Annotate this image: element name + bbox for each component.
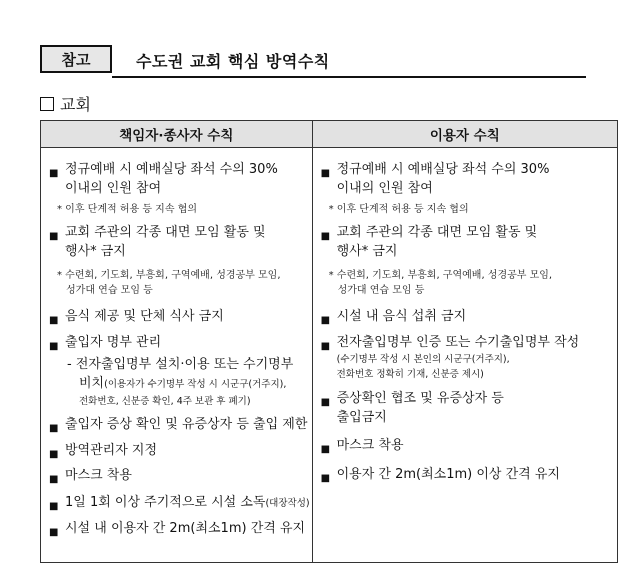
checkbox-icon bbox=[40, 97, 54, 111]
bullet-icon: ■ bbox=[49, 315, 59, 326]
bullet-icon: ■ bbox=[49, 449, 59, 460]
bullet-icon: ■ bbox=[320, 444, 331, 455]
note-text: * 이후 단계적 허용 등 지속 협의 bbox=[328, 204, 469, 215]
list-item bbox=[49, 441, 312, 460]
list-item bbox=[321, 333, 617, 382]
item-text: 정규예배 시 예배실당 좌석 수의 30% bbox=[336, 162, 550, 177]
users-rules-cell bbox=[312, 148, 617, 563]
bullet-icon: ■ bbox=[49, 341, 59, 352]
item-text: 1일 1회 이상 주기적으로 시설 소독 bbox=[65, 495, 266, 510]
managers-rules-cell bbox=[41, 148, 313, 563]
page-title: 수도권 교회 핵심 방역수칙 bbox=[136, 52, 330, 71]
bullet-icon: ■ bbox=[49, 231, 59, 242]
column-header-managers: 책임자·종사자 수칙 bbox=[41, 121, 313, 148]
bullet-icon: ■ bbox=[49, 474, 59, 485]
list-item bbox=[49, 160, 312, 198]
list-item bbox=[49, 466, 312, 485]
bullet-icon: ■ bbox=[49, 501, 59, 512]
bullet-icon: ■ bbox=[320, 168, 331, 179]
item-text: 이내의 인원 참여 bbox=[65, 181, 162, 196]
item-text: 증상확인 협조 및 유증상자 등 bbox=[336, 391, 504, 406]
bullet-icon: ■ bbox=[320, 473, 331, 484]
item-text: 마스크 착용 bbox=[336, 438, 404, 453]
note-line: 성가대 연습 모임 등 bbox=[66, 285, 153, 296]
sub-item-text: - 전자출입명부 설치·이용 또는 수기명부 bbox=[67, 357, 294, 372]
item-text: 행사* 금지 bbox=[336, 244, 398, 259]
item-text: 행사* 금지 bbox=[65, 244, 126, 259]
note-text bbox=[321, 268, 617, 298]
sub-item bbox=[49, 355, 312, 409]
note-line: 성가대 연습 모임 등 bbox=[337, 285, 425, 296]
list-item bbox=[49, 415, 312, 434]
item-text-small: (대장작성) bbox=[265, 498, 310, 509]
section-label: 교회 bbox=[60, 95, 91, 114]
bullet-icon: ■ bbox=[49, 527, 59, 538]
rules-table bbox=[40, 120, 618, 563]
item-text: 전자출입명부 인증 또는 수기출입명부 작성 bbox=[336, 335, 580, 350]
item-text: 정규예배 시 예배실당 좌석 수의 30% bbox=[65, 162, 278, 177]
column-header-users: 이용자 수칙 bbox=[312, 121, 617, 148]
list-item bbox=[49, 333, 312, 352]
item-detail: 전화번호 정확히 기재, 신분증 제시) bbox=[336, 369, 484, 380]
item-text: 마스크 착용 bbox=[65, 468, 132, 483]
list-item bbox=[321, 389, 617, 427]
bullet-icon: ■ bbox=[49, 423, 59, 434]
title-underline bbox=[112, 76, 586, 78]
list-item bbox=[321, 307, 617, 326]
list-item bbox=[321, 465, 617, 484]
list-item bbox=[49, 307, 312, 326]
note-text bbox=[49, 268, 312, 298]
list-item bbox=[49, 519, 312, 538]
bullet-icon: ■ bbox=[320, 397, 331, 408]
sub-item-main: 비치 bbox=[79, 376, 105, 391]
item-text: 음식 제공 및 단체 식사 금지 bbox=[65, 309, 224, 324]
item-text: 출입자 명부 관리 bbox=[65, 335, 162, 350]
item-text: 방역관리자 지정 bbox=[65, 443, 158, 458]
item-text: 교회 주관의 각종 대면 모임 활동 및 bbox=[65, 225, 266, 240]
item-text: 이용자 간 2m(최소1m) 이상 간격 유지 bbox=[336, 467, 560, 482]
note-line: * 수련회, 기도회, 부흥회, 구역예배, 성경공부 모임, bbox=[328, 270, 553, 281]
item-text: 출입자 증상 확인 및 유증상자 등 출입 제한 bbox=[65, 417, 308, 432]
item-text: 이내의 인원 참여 bbox=[336, 181, 433, 196]
item-text: 교회 주관의 각종 대면 모임 활동 및 bbox=[336, 225, 538, 240]
note-line: * 수련회, 기도회, 부흥회, 구역예배, 성경공부 모임, bbox=[57, 270, 281, 281]
item-detail: (수기명부 작성 시 본인의 시군구(거주지), bbox=[336, 354, 510, 365]
bullet-icon: ■ bbox=[49, 168, 59, 179]
list-item bbox=[49, 493, 312, 513]
bullet-icon: ■ bbox=[320, 231, 331, 242]
list-item bbox=[321, 436, 617, 455]
section-heading bbox=[40, 92, 91, 115]
note-text: * 이후 단계적 허용 등 지속 협의 bbox=[57, 204, 197, 215]
sub-item-detail: 전화번호, 신분증 확인, 4주 보관 후 폐기) bbox=[79, 396, 251, 407]
list-item bbox=[321, 223, 617, 261]
sub-item-text bbox=[67, 374, 312, 394]
item-text: 시설 내 음식 섭취 금지 bbox=[336, 309, 467, 324]
reference-tag: 참고 bbox=[40, 45, 112, 73]
bullet-icon: ■ bbox=[320, 315, 331, 326]
sub-item-detail: (이용자가 수기명부 작성 시 시군구(거주지), bbox=[104, 379, 287, 390]
list-item bbox=[321, 160, 617, 198]
list-item bbox=[49, 223, 312, 261]
item-text: 출입금지 bbox=[336, 410, 387, 425]
item-text: 시설 내 이용자 간 2m(최소1m) 간격 유지 bbox=[65, 521, 306, 536]
bullet-icon: ■ bbox=[320, 341, 331, 352]
